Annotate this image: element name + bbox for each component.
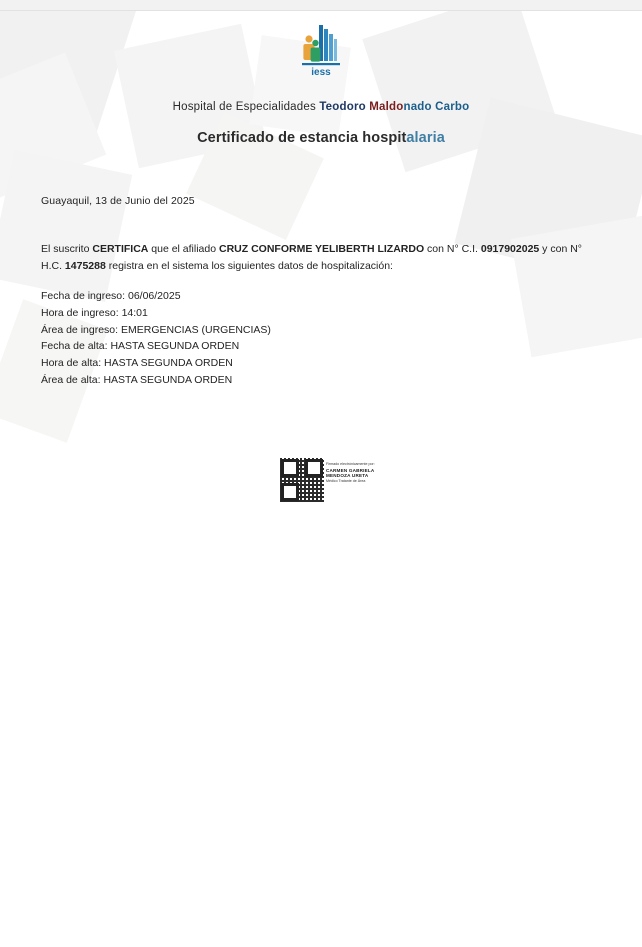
field-value: 14:01 <box>121 306 148 319</box>
patient-name: CRUZ CONFORME YELIBERTH LIZARDO <box>219 243 425 255</box>
field-value: 06/06/2025 <box>127 290 181 302</box>
qr-corner <box>281 483 299 501</box>
city-date: Guayaquil, 13 de Junio del 2025 <box>41 195 195 207</box>
field-label: Hora de ingreso: <box>41 306 119 319</box>
hospital-title-name-1: Teodoro <box>319 101 370 113</box>
hospital-title-name-2: Maldo <box>369 101 404 113</box>
logo-container <box>0 23 642 90</box>
certificate-sheet <box>0 11 642 947</box>
svg-text:iess: iess <box>311 67 331 78</box>
field-value: HASTA SEGUNDA ORDEN <box>104 357 233 370</box>
field-row <box>41 288 561 305</box>
field-label: Hora de alta: <box>41 357 102 370</box>
viewer-top-strip <box>0 0 642 11</box>
field-label: Fecha de alta: <box>41 340 108 353</box>
signature-text <box>326 462 400 484</box>
electronic-signature-block <box>280 458 400 502</box>
hospital-title-name-3: nado Carbo <box>403 101 470 113</box>
certificate-paragraph <box>41 241 599 275</box>
qr-code-icon <box>280 458 324 502</box>
hospital-title-prefix: Hospital de Especialidades <box>172 101 320 113</box>
field-row <box>41 338 561 355</box>
field-row <box>41 322 561 339</box>
field-row <box>41 372 561 389</box>
page-title <box>0 130 642 146</box>
signature-line-4: Médico Tratante de Área <box>326 478 366 483</box>
field-value: HASTA SEGUNDA ORDEN <box>110 340 240 353</box>
paragraph-text-2: que el afiliado <box>148 243 219 255</box>
hospital-title <box>0 101 642 113</box>
field-row <box>41 355 561 372</box>
page-title-main: Certificado de estancia hospit <box>197 130 407 146</box>
paragraph-text-3: con N° C.I. <box>424 243 481 255</box>
signature-line-2: CARMEN GABRIELA <box>326 467 375 473</box>
signature-line-1: Firmado electrónicamente por: <box>326 462 375 466</box>
iess-logo-icon <box>299 23 343 85</box>
paragraph-text-4: y con N° H.C. <box>41 243 582 272</box>
page-title-accent: alaria <box>406 130 445 146</box>
field-row <box>41 305 561 322</box>
paragraph-certifica: CERTIFICA <box>92 243 149 255</box>
paragraph-text-1: El suscrito <box>41 243 93 255</box>
field-label: Área de alta: <box>41 373 101 386</box>
field-value: HASTA SEGUNDA ORDEN <box>103 373 233 386</box>
paragraph-text-5: registra en el sistema los siguientes datos de hospitalización: <box>105 260 393 272</box>
patient-ci: 0917902025 <box>480 243 540 255</box>
signature-line-3: MENDOZA URETA <box>326 473 369 479</box>
field-label: Área de ingreso: <box>41 323 119 336</box>
patient-hc: 1475288 <box>64 260 106 272</box>
field-value: EMERGENCIAS (URGENCIAS) <box>120 323 271 336</box>
watermark-shape <box>0 150 132 302</box>
field-label: Fecha de ingreso: <box>41 290 126 302</box>
hospitalization-fields <box>41 288 561 389</box>
